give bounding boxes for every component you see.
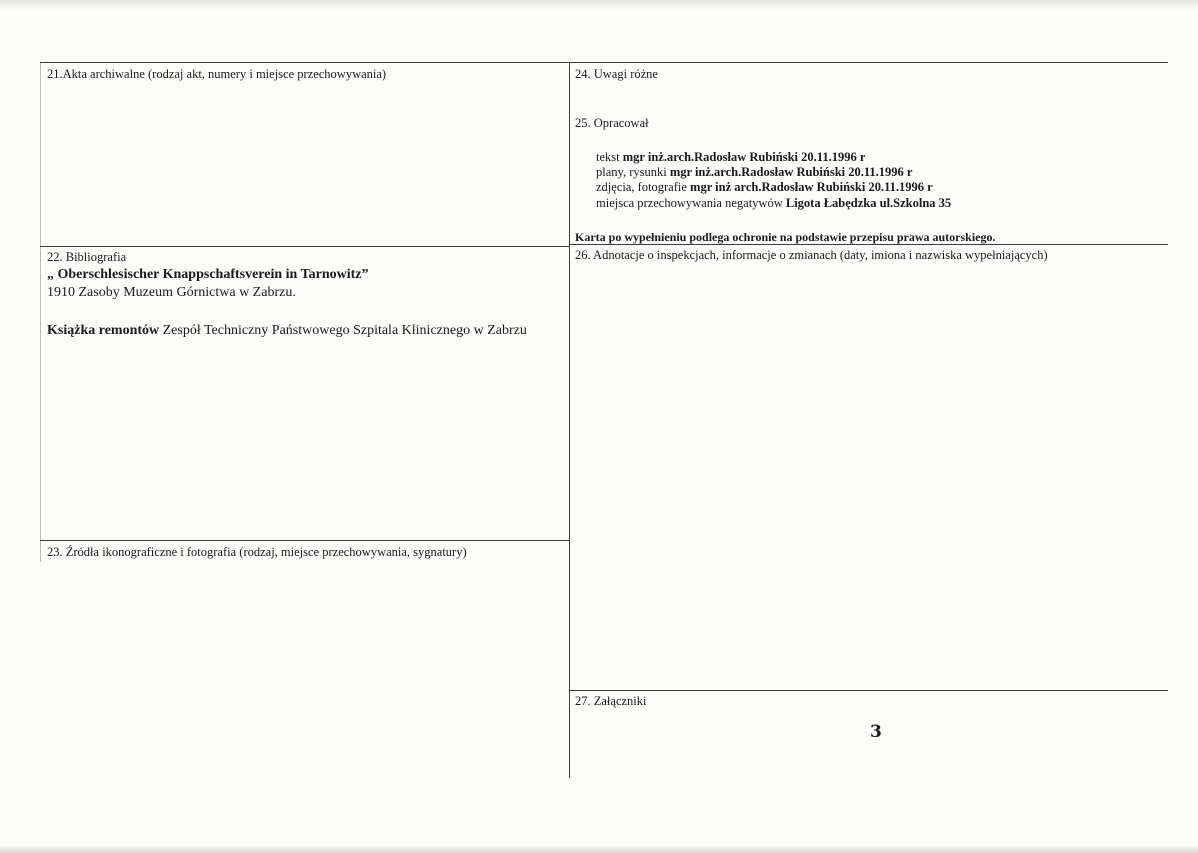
- scan-edge-bottom: [0, 845, 1198, 853]
- bibliography-entry-2: [47, 322, 547, 339]
- section-22-heading: 22. Bibliografia: [47, 250, 127, 264]
- scan-edge-top: [0, 0, 1198, 10]
- section-27-heading: 27. Załączniki: [575, 694, 647, 708]
- copyright-notice: Karta po wypełnieniu podlega ochronie na podstawie przepisu prawa autorskiego.: [575, 230, 996, 244]
- prepared-by-plans-value: mgr inż.arch.Radosław Rubiński 20.11.1996 r: [669, 165, 913, 179]
- column-divider: [569, 62, 570, 778]
- prepared-by-plans: [596, 165, 912, 180]
- prepared-by-text-label: tekst: [596, 150, 623, 164]
- section-26-heading: 26. Adnotacje o inspekcjach, informacje o zmianach (daty, imiona i nazwiska wypełniających): [575, 248, 1048, 262]
- form-top-border: [40, 62, 1168, 63]
- prepared-by-plans-label: plany, rysunki: [596, 165, 670, 179]
- section-23-heading: 23. Źródła ikonograficzne i fotografia (rodzaj, miejsce przechowywania, sygnatury): [47, 545, 467, 559]
- bibliography-entry-1-title: „ Oberschlesischer Knappschaftsverein in Tarnowitz”: [47, 267, 369, 282]
- prepared-by-text: [596, 150, 865, 165]
- divider-22-23: [40, 540, 569, 541]
- divider-26-27: [569, 690, 1168, 691]
- negatives-location-value: Ligota Łabędzka ul.Szkolna 35: [785, 196, 952, 210]
- bibliography-entry-2-source: Zespół Techniczny Państwowego Szpitala Klinicznego w Zabrzu: [159, 323, 527, 338]
- negatives-location-label: miejsca przechowywania negatywów: [596, 196, 786, 210]
- prepared-by-text-value: mgr inż.arch.Radosław Rubiński 20.11.1996 r: [622, 150, 866, 164]
- divider-21-22: [40, 246, 569, 247]
- section-24-heading: 24. Uwagi różne: [575, 67, 658, 81]
- prepared-by-photos-value: mgr inż arch.Radosław Rubiński 20.11.1996 r: [690, 180, 933, 194]
- page-number: 3: [870, 722, 882, 742]
- negatives-location: [596, 196, 951, 211]
- bibliography-entry-1-source: 1910 Zasoby Muzeum Górnictwa w Zabrzu.: [47, 285, 296, 300]
- left-border: [40, 62, 41, 562]
- section-21-heading: 21.Akta archiwalne (rodzaj akt, numery i miejsce przechowywania): [47, 67, 387, 81]
- prepared-by-photos-label: zdjęcia, fotografie: [596, 180, 691, 194]
- section-25-heading: 25. Opracował: [575, 116, 649, 130]
- bibliography-entry-2-title: Książka remontów: [47, 323, 160, 338]
- prepared-by-photos: [596, 180, 933, 195]
